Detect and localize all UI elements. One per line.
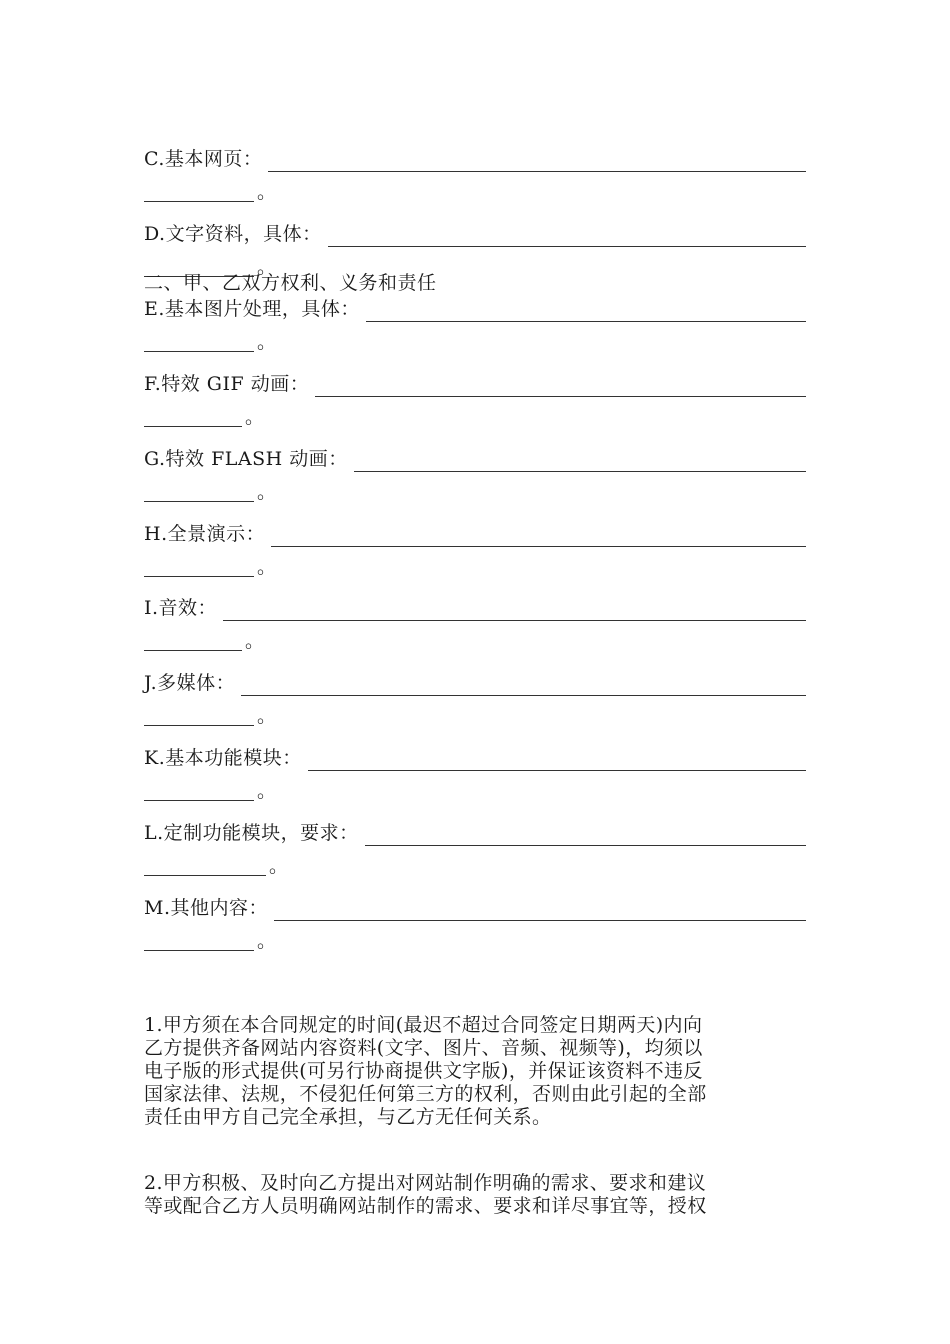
item-period: 。 <box>257 481 277 503</box>
item-period: 。 <box>245 630 265 652</box>
item-period: 。 <box>257 256 277 278</box>
item-period: 。 <box>257 705 277 727</box>
form-item-h <box>144 521 806 577</box>
item-label: K.基本功能模块： <box>144 747 302 769</box>
fill-blank[interactable] <box>365 831 806 846</box>
fill-blank-continuation[interactable] <box>144 861 266 876</box>
paragraph-line: 国家法律、法规，不侵犯任何第三方的权利，否则由此引起的全部 <box>144 1083 707 1105</box>
paragraph-1 <box>144 1014 808 1129</box>
form-item-e <box>144 296 806 352</box>
item-label: I.音效： <box>144 597 218 619</box>
form-item-j <box>144 670 806 726</box>
section-heading: 二、甲、乙双方权利、义务和责任 <box>144 272 437 294</box>
fill-blank[interactable] <box>315 382 806 397</box>
form-item-f <box>144 371 806 427</box>
form-item-m <box>144 895 806 951</box>
fill-blank[interactable] <box>268 157 806 172</box>
fill-blank[interactable] <box>271 532 806 547</box>
fill-blank-continuation[interactable] <box>144 337 254 352</box>
fill-blank[interactable] <box>223 606 806 621</box>
fill-blank[interactable] <box>354 457 806 472</box>
item-label: H.全景演示： <box>144 523 266 545</box>
fill-blank-continuation[interactable] <box>144 711 254 726</box>
item-period: 。 <box>269 855 289 877</box>
fill-blank-continuation[interactable] <box>144 562 254 577</box>
paragraph-line: 2.甲方积极、及时向乙方提出对网站制作明确的需求、要求和建议 <box>144 1172 707 1194</box>
item-period: 。 <box>257 780 277 802</box>
fill-blank-continuation[interactable] <box>144 487 254 502</box>
item-period: 。 <box>257 930 277 952</box>
item-label: D.文字资料，具体： <box>144 223 322 245</box>
paragraph-line: 等或配合乙方人员明确网站制作的需求、要求和详尽事宜等，授权 <box>144 1195 707 1217</box>
item-label: F.特效 GIF 动画： <box>144 373 310 395</box>
fill-blank-continuation[interactable] <box>144 786 254 801</box>
paragraph-line: 1.甲方须在本合同规定的时间(最迟不超过合同签定日期两天)内向 <box>144 1014 703 1036</box>
fill-blank-continuation[interactable] <box>144 936 254 951</box>
item-period: 。 <box>257 556 277 578</box>
form-item-l <box>144 820 806 876</box>
fill-blank[interactable] <box>274 906 806 921</box>
item-label: G.特效 FLASH 动画： <box>144 448 348 470</box>
item-label: C.基本网页： <box>144 148 263 170</box>
item-label: M.其他内容： <box>144 897 268 919</box>
paragraph-line: 乙方提供齐备网站内容资料(文字、图片、音频、视频等)，均须以 <box>144 1037 703 1059</box>
fill-blank-continuation[interactable] <box>144 636 242 651</box>
form-item-i <box>144 595 806 651</box>
item-label: L.定制功能模块，要求： <box>144 822 359 844</box>
form-item-c <box>144 146 806 202</box>
item-period: 。 <box>257 181 277 203</box>
fill-blank-continuation[interactable] <box>144 187 254 202</box>
form-item-d <box>144 221 806 277</box>
form-item-k <box>144 745 806 801</box>
form-item-g <box>144 446 806 502</box>
item-label: J.多媒体： <box>144 672 236 694</box>
fill-blank[interactable] <box>328 232 806 247</box>
fill-blank[interactable] <box>241 681 806 696</box>
paragraph-line: 电子版的形式提供(可另行协商提供文字版)，并保证该资料不违反 <box>144 1060 703 1082</box>
paragraph-2 <box>144 1172 808 1218</box>
fill-blank-continuation[interactable] <box>144 412 242 427</box>
fill-blank[interactable] <box>366 307 806 322</box>
item-period: 。 <box>245 406 265 428</box>
fill-blank[interactable] <box>308 756 806 771</box>
item-label: E.基本图片处理，具体： <box>144 298 360 320</box>
item-period: 。 <box>257 331 277 353</box>
paragraph-line: 责任由甲方自己完全承担，与乙方无任何关系。 <box>144 1106 552 1128</box>
